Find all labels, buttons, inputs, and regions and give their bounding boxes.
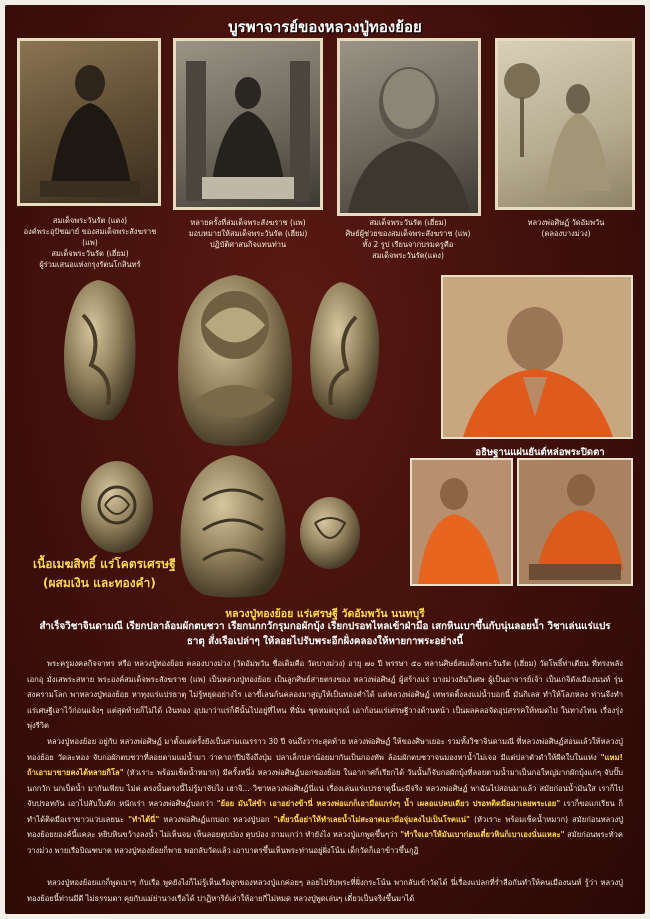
body-paragraph-1: พระครูมงคลกิจจาทร หรือ หลวงปู่ทองย้อย คลองบางม่วง (วัดอัมพวัน ชื่อเดิมคือ วัดบางม่วง) อายุ ๗๐ ปี พรรษา ๕๐ หลานศิษย์สมเด็จพระวันรัต (เฮี่ยม) วัดโพธิ์ท่าเตียน ที่ทรงพลังเอกอุ มั่งเสพระสหาย พระองค์สมเด็จพระสังฆราช (แพ) เป็นหลวงปู่ทองย้อย เป็นลูกศิษย์สายตรงของ หลวงพ่อศิษฏ์ ผู้สร้างแร่ บางม่วงอันวิเศษ ผู้เป็นอาจารย์เจ้า เป็นเกจิดังเมืองนนท์ รุ่นสงครามโลก พาหลวงปู่ทองย้อย หาทุงแร่แปรธาตุ ไม่รู้หยุดอย่างไร เอาขี้เลนก้นคลองมาสูญให้เป็นทองคำได้ แต่หลวงพ่อศิษฏ์ เทพรดติ้งลงแม่น้ำบอกนี้ มันกิเลส ทำให้โลภหลง ท่านจึงทำแร่เศษฐีเอาไว้ก่อนแจ้งๆ แต่สุดท้ายก็ไม่ได้ เงินทอง อุปมาว่าแร่ก็ดีนั้นไปอยู่ที่ไหน ที่นั่น ซุดหมดบุรณ์ เอาก้อนแร่เศรษฐีวางด้านหน้า เป็นผลคลอจัดอุปสรรคให้หมดไป ในทางไหน เรื่องรุ่ง พุ่งรีวิต — [27, 659, 623, 730]
caption-line: ศิษย์ผู้ช่วยของสมเด็จพระสังฆราช (แพ) — [345, 229, 471, 238]
para2-text-e: (หัวเราะ พร้อมเช็ดน้ำหมาก) สมัยก่อนหลวงปู่ทองย้อยยองค์นี้แคละ หยิบหินขว้างลงน้ำ ไม่เห็นจม เห็นลอยตุบป่อง ตุบป่อง ถามแกว่า ทำยังไง หลวงปู่แกพูดขึ้นๆว่า — [27, 814, 624, 839]
teacher-caption-1 — [15, 215, 165, 270]
teacher-caption-3 — [333, 217, 483, 261]
caption-line: สมเด็จพระวันรัต (แดง) — [52, 216, 128, 225]
caption-line: (คลองบางม่วง) — [541, 229, 591, 238]
amulet-material-line2: (ผสมเงิน และทองคำ) — [43, 576, 156, 590]
caption-line: มอบหมายให้สมเด็จพระวันรัต (เฮี่ยม) — [188, 229, 308, 238]
page-title: บูรพาจารย์ของหลวงปู่ทองย้อย — [228, 18, 422, 36]
monk-ceremony-photo-left — [410, 458, 513, 586]
caption-line: หลายครั้งที่สมเด็จพระสังฆราช (แพ) — [190, 218, 306, 227]
amulet-front-large — [165, 270, 305, 450]
body-paragraph-3: หลวงปู่ทองย้อยแกก็พูดเบาๆ กับเรือ พูดยังไงก็ไม่รู้เห็นเรือลูกของหลวงปู่แกค่อยๆ ลอยไปรับพระที่ฝั่งกระโน้น พากลับเข้าวัดได้ นี่เรื่องแปลกที่ร่ำลือกันทำให้คนเมืองนนท์ รู้ว่า หลวงปู่ทองย้อยนี้ท่านมีดี ไม่ธรรมดา คุยกับแม่ย่านางเรือได้ ปาฏิหาริย์เล่าให้อายกี่ไม่หมด หลวงปู่พูดเล่นๆ เดี๋ยวเป็นจริงขึ้นมาได้ — [27, 878, 623, 903]
caption-line: หลวงพ่อศิษฏ์ วัดอัมพวัน — [527, 218, 605, 227]
caption-line: สมเด็จพระวันรัต(แดง) — [372, 251, 444, 260]
para2-text-c: เราก็ขอแกเรียน ก็ทำได้ติดมือเราขาวแวบเลยนะ — [27, 799, 624, 824]
caption-line: ผู้ร่วมเสนอแห่งกรุงรัตนโกสินทร์ — [39, 260, 141, 269]
headline-white: สำเร็จวิชาจินดามณี เรียกปลาล้อมผักตบชวา เรียกนกกวักรุมกอผักบุ้ง เรียกปรอทไหลเข้าฝ่ามือ เสกหินเบาขึ้นกับนุ่นลอยน้ำ วิชาเล่นแร่แปรธาตุ สั่งเรือเปล่าๆ ให้ลอยไปรับพระอีกฝั่งคลองให้หายกาพระอย่างนี้ — [39, 621, 611, 647]
teacher-photo-3 — [337, 38, 481, 216]
amulet-side-right — [301, 277, 385, 425]
amulet-back-left — [77, 457, 157, 557]
amulet-back-yant — [173, 450, 293, 600]
caption-line: สมเด็จพระวันรัต (เฮี่ยม) — [51, 249, 129, 258]
amulet-material-line1: เนื้อเมฆสิทธิ์ แร่โคตรเศรษฐี — [33, 557, 176, 571]
para2-quote-2: "ย้อย มันใส่ข้า เอาอย่างข้านี่ หลวงพ่อแกก็เอามือแกร่งๆ น้ำ เผลอแปลบเดียว ปรอทติดมือมาเลยพระเอย" — [216, 799, 561, 808]
para2-quote-1: "แหม! ถ้าเอามาขายคงได้หลายกิโล" — [27, 752, 623, 777]
caption-line: สมเด็จพระวันรัต (เฮี่ยม) — [369, 218, 447, 227]
poster — [5, 5, 645, 914]
headline-gold: หลวงปู่ทองย้อย แร่เศรษฐี วัดอัมพวัน นนทบุรี — [225, 608, 425, 620]
caption-line: ทั้ง 2 รูป เรียนจากบรมครูคือ — [362, 240, 454, 249]
teacher-photo-4 — [495, 38, 635, 210]
ceremony-caption: อธิษฐานแผ่นยันต์หล่อพระปิดตา — [475, 447, 605, 458]
teacher-photo-1 — [17, 38, 161, 206]
monk-praying-figure — [443, 277, 631, 437]
teacher-caption-4 — [491, 217, 641, 239]
teacher-caption-2 — [173, 217, 323, 250]
amulet-material-label — [33, 555, 176, 593]
para2-text-a: หลวงปู่ทองย้อย อยู่กับ หลวงพ่อศิษฏ์ มาตั้งแต่ครั้งยังเป็นสามเณรราว 30 ปี จนถึงวาระสุดท้าย หลวงพ่อศิษฏ์ ให้ของศิษาเยอะ รวมทั้งวิชาจินดามณี ที่หลวงพ่อศิษฏ์สอนแล้วให้หลวงปู่ทองย้อย วัดละหอง จับกอผักตบชวาที่ลอยตามแม่น้ำมา ว่าคาถาปีบจึงถึงปุ่ม ปลาเล็กปลาน้อยมากันเป็นกองทัพ ล้อมผักตบชวาจนมองหาน้ำไม่เจอ มีแต่ปลาตัวดำให้ผีดใบในแห่ง — [27, 737, 623, 762]
teacher-photo-2 — [173, 38, 323, 210]
monk-with-fan-figure — [498, 41, 632, 207]
para2-text-d: หลวงพ่อศิษฏ์แกบอก หลวงปู่บอก — [163, 814, 270, 824]
para2-quote-3: "ทำได้นี่" — [128, 814, 160, 824]
para2-text-f: สมัยก่อนพระทั่วควางม่วง พายเรือบิณฑบาต หลวงปู่ทองย้อยก็พาย พอกลับวัดแล้ว เอาบาตรขึ้นเห็นพระท่านอยู่ฝั่งโน้น เด็กวัดก็เอาข้าวขึ้นกุฏิ — [27, 830, 624, 855]
monk-chanting-photo — [441, 275, 633, 439]
monk-seated-figure — [412, 460, 511, 584]
para2-text-b: (หัวเราะ พร้อมเช็ดน้ำหมาก) มีครั้งหนึ่ง หลวงพ่อศิษฏ์บอกของย้อย ในอากาศก็เรียกได้ วันนั้นก็จับกอผักบุ้งที่ลอยตามน้ำมาเป็นกอใหญ่มากผักบุ้งแก่ๆ จับปั๊บ นกกวัก นกเป็ดน้ำ มากันเพียบ ไม่ต่ ตรงนั้นตรงนี้ไม่รู้มาจับไง เฮาจิ... วิชาหลวงพ่อศิษฏ์นี่แน่ เรื่องเล่นแร่แปรธาตุนี้นะมีจริง หลวงพ่อศิษฏ์ พาฉันไปสอนมาแล้ว สมัยก่อนน้ำมันใส เราก็ไปจับปรอทกัน เอาไปสับใบตัก หนักเร่า หลวงพ่อศิษฏ์บอกว่า — [27, 768, 623, 808]
monk-portrait-figure — [340, 41, 478, 213]
amulet-side-left — [53, 275, 143, 425]
seated-monk-figure — [20, 41, 158, 203]
monk-inscribing-figure — [519, 460, 631, 584]
body-paragraph-2 — [27, 734, 623, 858]
seated-monk-on-throne-figure — [176, 41, 320, 207]
caption-line: องค์พระอุปัชฌาย์ ของสมเด็จพระสังฆราช (แพ) — [23, 227, 157, 247]
monk-ceremony-photo-right — [517, 458, 633, 586]
para2-quote-5: "ทำใจเอาให้มันเบาก่อนเดี๋ยวหินก็เบาเองนั่นแหละ" — [400, 830, 565, 839]
para2-quote-4: "เดี๋ยวนี้อย่าให้ทำเลยน้ำไม่สะอาดเอามือจุ่มลงไปเป็นโรคแน่" — [273, 814, 470, 824]
caption-line: ปฏิบัติศาสนกิจแทนท่าน — [209, 240, 287, 249]
amulet-back-right — [295, 493, 365, 573]
